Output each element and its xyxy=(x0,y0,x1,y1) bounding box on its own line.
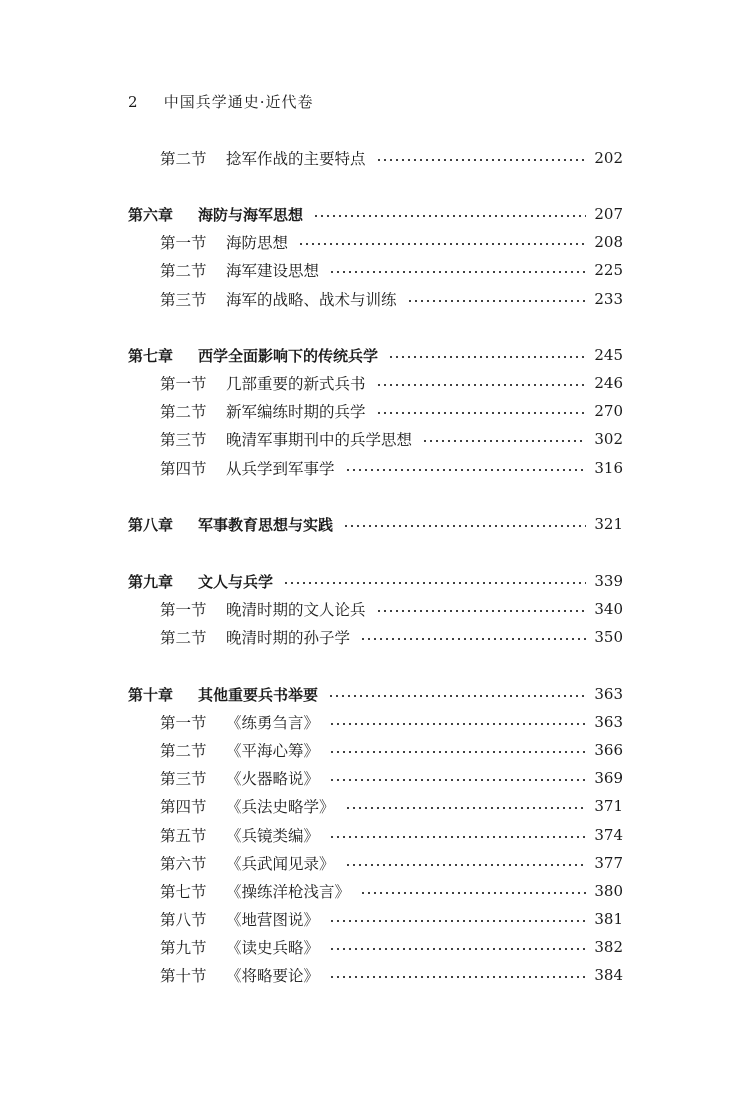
dot-leader xyxy=(283,569,586,593)
toc-entry-title: 《将略要论》 xyxy=(226,967,320,985)
toc-section-row xyxy=(0,963,750,987)
toc-section-row xyxy=(0,851,750,875)
toc-entry-label: 第二节 xyxy=(160,150,207,168)
toc-entry-page: 380 xyxy=(594,882,623,900)
toc-entry-page: 233 xyxy=(594,290,623,308)
toc-entry-label: 第十章 xyxy=(128,685,174,704)
page-number: 2 xyxy=(128,93,139,111)
toc-entry-page: 207 xyxy=(594,205,623,223)
dot-leader xyxy=(329,738,586,762)
toc-entry-page: 369 xyxy=(594,769,623,787)
dot-leader xyxy=(329,935,586,959)
toc-entry-page: 350 xyxy=(594,628,623,646)
toc-entry-page: 321 xyxy=(594,515,623,533)
toc-entry-page: 377 xyxy=(594,854,623,872)
toc-entry-page: 382 xyxy=(594,938,623,956)
running-head xyxy=(128,91,314,112)
dot-leader xyxy=(329,258,586,282)
toc-entry-title: 《兵法史略学》 xyxy=(226,798,335,816)
toc-chapter-row xyxy=(0,343,750,367)
toc-entry-title: 《地营图说》 xyxy=(226,911,320,929)
toc-chapter-row xyxy=(0,202,750,226)
toc-entry-title: 晚清时期的文人论兵 xyxy=(226,601,366,619)
toc-section-row xyxy=(0,766,750,790)
toc-entry-label: 第三节 xyxy=(160,770,207,788)
toc-entry-title: 海军建设思想 xyxy=(226,262,320,280)
toc-entry-page: 363 xyxy=(594,685,623,703)
toc-entry-title: 军事教育思想与实践 xyxy=(198,515,334,534)
dot-leader xyxy=(328,682,586,706)
toc-entry-page: 366 xyxy=(594,741,623,759)
toc-entry-page: 245 xyxy=(594,346,623,364)
dot-leader xyxy=(329,963,586,987)
toc-entry-title: 从兵学到军事学 xyxy=(226,460,335,478)
toc-entry-title: 《火器略说》 xyxy=(226,770,320,788)
toc-section-row xyxy=(0,456,750,480)
toc-entry-label: 第二节 xyxy=(160,262,207,280)
toc-entry-label: 第六节 xyxy=(160,855,207,873)
toc-entry-page: 246 xyxy=(594,374,623,392)
dot-leader xyxy=(376,371,587,395)
toc-entry-label: 第五节 xyxy=(160,827,207,845)
toc-section-row xyxy=(0,907,750,931)
toc-entry-title: 《兵武闻见录》 xyxy=(226,855,335,873)
toc-section-row xyxy=(0,427,750,451)
toc-entry-title: 海军的战略、战术与训练 xyxy=(226,291,397,309)
toc-entry-label: 第九节 xyxy=(160,939,207,957)
toc-entry-label: 第二节 xyxy=(160,403,207,421)
dot-leader xyxy=(360,625,586,649)
toc-entry-page: 363 xyxy=(594,713,623,731)
toc-entry-title: 西学全面影响下的传统兵学 xyxy=(198,346,379,365)
toc-section-row xyxy=(0,823,750,847)
toc-entry-page: 302 xyxy=(594,430,623,448)
dot-leader xyxy=(329,823,586,847)
dot-leader xyxy=(313,202,586,226)
toc-section-row xyxy=(0,146,750,170)
toc-entry-page: 225 xyxy=(594,261,623,279)
toc-section-row xyxy=(0,287,750,311)
toc-entry-title: 新军编练时期的兵学 xyxy=(226,403,366,421)
toc-entry-title: 晚清时期的孙子学 xyxy=(226,629,351,647)
toc-chapter-row xyxy=(0,569,750,593)
toc-entry-title: 《读史兵略》 xyxy=(226,939,320,957)
toc-entry-label: 第四节 xyxy=(160,798,207,816)
toc-section-row xyxy=(0,399,750,423)
toc-entry-title: 几部重要的新式兵书 xyxy=(226,375,366,393)
dot-leader xyxy=(298,230,586,254)
toc-entry-title: 《练勇刍言》 xyxy=(226,714,320,732)
toc-entry-page: 371 xyxy=(594,797,623,815)
toc-entry-title: 文人与兵学 xyxy=(198,572,274,591)
toc-entry-title: 其他重要兵书举要 xyxy=(198,685,319,704)
toc-entry-title: 《平海心筹》 xyxy=(226,742,320,760)
dot-leader xyxy=(329,710,586,734)
toc-entry-title: 《兵镜类编》 xyxy=(226,827,320,845)
toc-entry-label: 第七节 xyxy=(160,883,207,901)
toc-entry-label: 第一节 xyxy=(160,234,207,252)
toc-entry-label: 第一节 xyxy=(160,714,207,732)
dot-leader xyxy=(376,146,587,170)
toc-entry-title: 《操练洋枪浅言》 xyxy=(226,883,351,901)
toc-entry-title: 海防与海军思想 xyxy=(198,205,304,224)
toc-section-row xyxy=(0,710,750,734)
toc-section-row xyxy=(0,794,750,818)
dot-leader xyxy=(376,597,587,621)
toc-entry-page: 208 xyxy=(594,233,623,251)
toc-entry-label: 第九章 xyxy=(128,572,174,591)
dot-leader xyxy=(329,766,586,790)
toc-entry-label: 第三节 xyxy=(160,431,207,449)
toc-section-row xyxy=(0,879,750,903)
toc-entry-page: 202 xyxy=(594,149,623,167)
toc-entry-label: 第四节 xyxy=(160,460,207,478)
toc-entry-label: 第二节 xyxy=(160,629,207,647)
dot-leader xyxy=(422,427,586,451)
dot-leader xyxy=(360,879,586,903)
book-title: 中国兵学通史·近代卷 xyxy=(163,93,314,111)
toc-entry-page: 340 xyxy=(594,600,623,618)
toc-entry-label: 第七章 xyxy=(128,346,174,365)
toc-entry-label: 第八章 xyxy=(128,515,174,534)
toc-chapter-row xyxy=(0,512,750,536)
dot-leader xyxy=(345,456,587,480)
dot-leader xyxy=(343,512,586,536)
toc-entry-page: 339 xyxy=(594,572,623,590)
toc-chapter-row xyxy=(0,682,750,706)
dot-leader xyxy=(376,399,587,423)
toc-entry-page: 270 xyxy=(594,402,623,420)
dot-leader xyxy=(345,851,587,875)
toc-entry-title: 海防思想 xyxy=(226,234,289,252)
toc-section-row xyxy=(0,935,750,959)
toc-section-row xyxy=(0,738,750,762)
toc-entry-label: 第一节 xyxy=(160,601,207,619)
toc-entry-page: 316 xyxy=(594,459,623,477)
toc-entry-label: 第十节 xyxy=(160,967,207,985)
toc-section-row xyxy=(0,371,750,395)
dot-leader xyxy=(388,343,586,367)
toc-entry-page: 374 xyxy=(594,826,623,844)
toc-section-row xyxy=(0,230,750,254)
toc-entry-label: 第二节 xyxy=(160,742,207,760)
toc-entry-title: 晚清军事期刊中的兵学思想 xyxy=(226,431,413,449)
toc-entry-label: 第一节 xyxy=(160,375,207,393)
toc-entry-page: 384 xyxy=(594,966,623,984)
toc-section-row xyxy=(0,258,750,282)
toc-entry-page: 381 xyxy=(594,910,623,928)
toc-section-row xyxy=(0,597,750,621)
toc-entry-label: 第六章 xyxy=(128,205,174,224)
dot-leader xyxy=(345,794,587,818)
dot-leader xyxy=(407,287,587,311)
toc-entry-label: 第八节 xyxy=(160,911,207,929)
toc-section-row xyxy=(0,625,750,649)
dot-leader xyxy=(329,907,586,931)
toc-entry-title: 捻军作战的主要特点 xyxy=(226,150,366,168)
toc-entry-label: 第三节 xyxy=(160,291,207,309)
